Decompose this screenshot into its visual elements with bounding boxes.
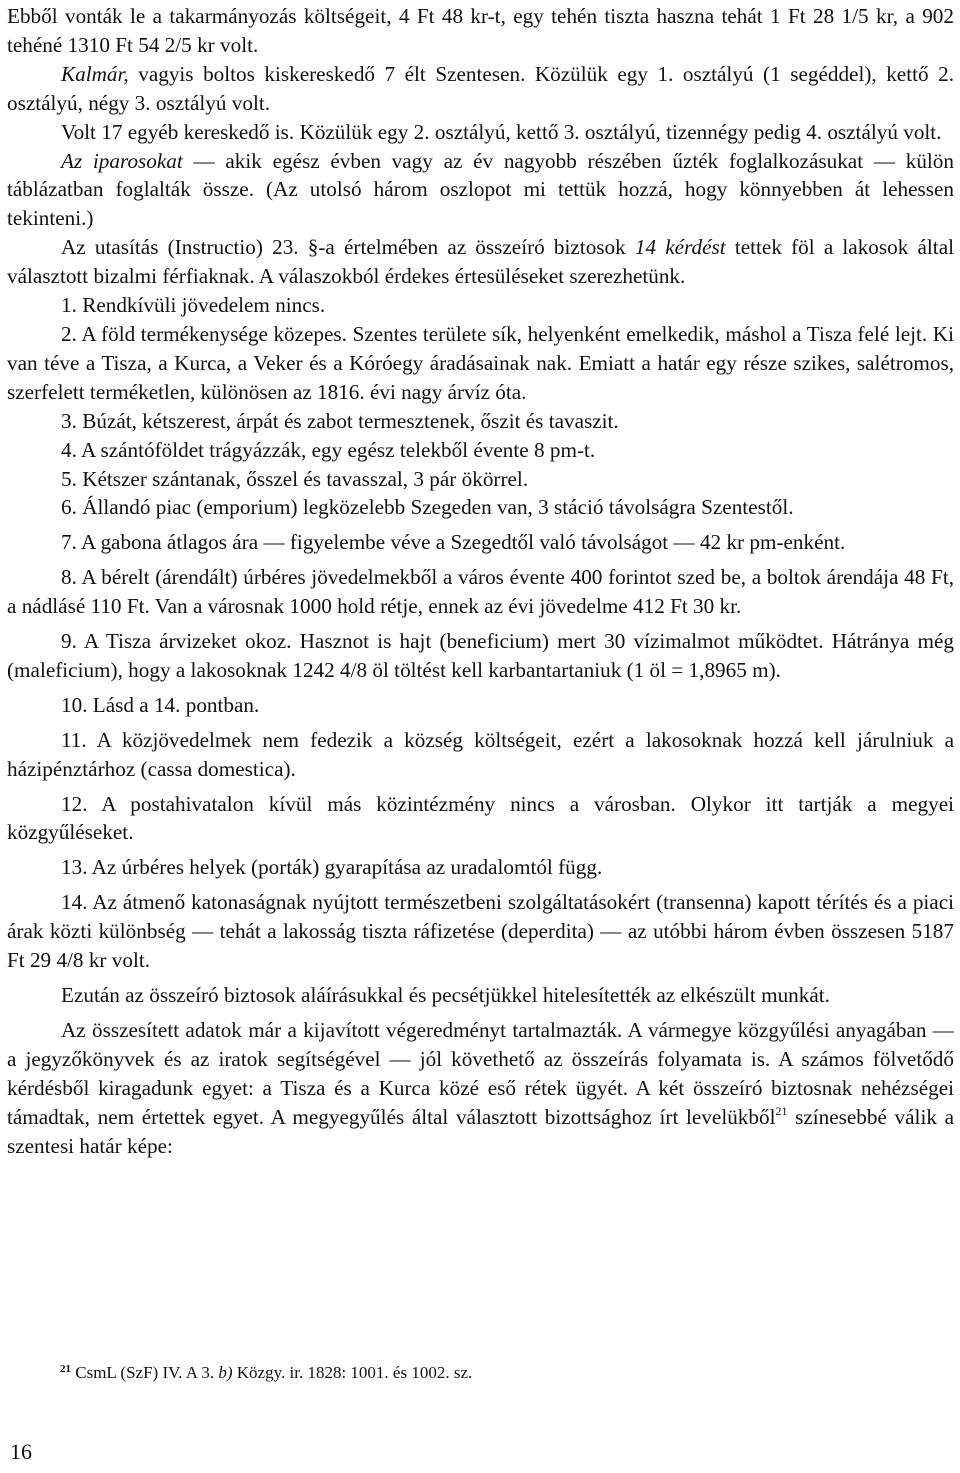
list-item: 12. A postahivatalon kívül más közintézmény nincs a városban. Olykor itt tartják a megyei közgyűléseket. [7,791,954,845]
paragraph-text: színesebbé válik a szentesi határ képe: [7,1104,954,1158]
list-item: 10. Lásd a 14. pontban. [61,692,260,717]
list-item: 5. Kétszer szántanak, ősszel és tavasszal, 3 pár ökörrel. [61,466,529,491]
paragraph-text: tettek föl a lakosok által választott bizalmi férfiaknak. A válaszokból érdekes értesüléseket szerezhetünk. [7,235,954,289]
list-item: 9. A Tisza árvizeket okoz. Hasznot is hajt (beneficium) mert 30 vízimalmot működtet. Hátránya még (maleficium), hogy a lakosoknak 1242 4/8 öl töltést kell karbantartaniuk (1 öl = 1,8965 m). [7,629,954,682]
list-item: 1. Rendkívüli jövedelem nincs. [61,293,326,318]
list-item: 7. A gabona átlagos ára — figyelembe véve a Szegedtől való távolságot — 42 kr pm-enként. [61,530,846,555]
list-item: 2. A föld termékenysége közepes. Szentes területe sík, helyenként emelkedik, máshol a Tisza felé lejt. Ki van téve a Tisza, a Kurca, a Veker és a Kóróegy áradásainak nak. Emiatt a határ egy része szikes, salétromos, szerfelett terméketlen, különösen az 1816. évi nagy árvíz óta. [7,321,954,404]
footnote-marker: 21 [60,1363,71,1375]
list-item: 8. A bérelt (árendált) úrbéres jövedelmekből a város évente 400 forintot szed be, a boltok árendája 48 Ft, a nádlásé 110 Ft. Van a városnak 1000 hold rétje, ennek az évi jövedelme 412 Ft 30 kr. [7,565,954,619]
paragraph [7,60,954,118]
body-text [7,2,954,1160]
paragraph: Ebből vonták le a takarmányozás költségeit, 4 Ft 48 kr-t, egy tehén tiszta haszna tehát 1 Ft 28 1/5 kr, a 902 tehéné 1310 Ft 54 2/5 kr volt. [7,4,954,57]
paragraph: Ezután az összeíró biztosok aláírásukkal és pecsétjükkel hitelesítették az elkészült munkát. [61,983,830,1007]
footnote-italic: b) [218,1363,233,1382]
list-item: 11. A közjövedelmek nem fedezik a község költségeit, ezért a lakosoknak hozzá kell járulniuk a házipénztárhoz (cassa domestica). [7,727,954,781]
footnote [60,1362,940,1384]
list-item: 14. Az átmenő katonaságnak nyújtott természetbeni szolgáltatásokért (transenna) kapott térítés és a piaci árak közti különbség — tehát a lakosság tiszta ráfizetése (deperdita) — az utóbbi három évben összesen 5187 Ft 29 4/8 kr volt. [7,890,954,973]
list-item: 13. Az úrbéres helyek (porták) gyarapítása az uradalomtól függ. [61,855,603,880]
footnote-text: Közgy. ir. 1828: 1001. és 1002. sz. [232,1363,473,1382]
italic-term: Kalmár, [61,61,129,86]
list-item: 3. Búzát, kétszerest, árpát és zabot termesztenek, őszit és tavaszit. [61,408,619,433]
italic-term: Az iparosokat [61,148,183,173]
footnote-text: CsmL (SzF) IV. A 3. [71,1363,219,1382]
footnote-reference: 21 [775,1103,788,1118]
paragraph [7,1016,954,1161]
paragraph-text: Az összesített adatok már a kijavított végeredményt tartalmazták. A vármegye közgyűlési anyagában — a jegyzőkönyvek és az iratok segítségével — jól követhető az összeírás folyamata is. A számos fölvetődő kérdésből kiragadunk egyet: a Tisza és a Kurca közé eső rétek ügyét. A két összeíró biztosnak nehézségei támadtak, nem értettek egyet. A megyegyűlés által választott bizottsághoz írt levelükből [7,1017,954,1129]
paragraph [7,147,954,234]
list-item: 6. Állandó piac (emporium) legközelebb Szegeden van, 3 stáció távolságra Szentestől. [61,495,794,520]
list-item: 4. A szántóföldet trágyázzák, egy egész telekből évente 8 pm-t. [61,437,596,462]
paragraph [7,233,954,291]
paragraph-text: Az utasítás (Instructio) 23. §-a értelmében az összeíró biztosok [61,235,635,260]
page-number: 16 [10,1439,32,1464]
paragraph: Volt 17 egyéb kereskedő is. Közülük egy 2. osztályú, kettő 3. osztályú, tizennégy pedig 4. osztályú volt. [61,119,942,144]
paragraph-text: — akik egész évben vagy az év nagyobb részében űzték foglalkozásukat — külön táblázatban foglalták össze. (Az utolsó három oszlopot mi tettük hozzá, hogy könnyebben át lehessen tekinteni.) [7,148,954,231]
italic-term: 14 kérdést [634,235,726,260]
paragraph-text: vagyis boltos kiskereskedő 7 élt Szentesen. Közülük egy 1. osztályú (1 segéddel), kettő 2. osztályú, négy 3. osztályú volt. [7,61,954,115]
